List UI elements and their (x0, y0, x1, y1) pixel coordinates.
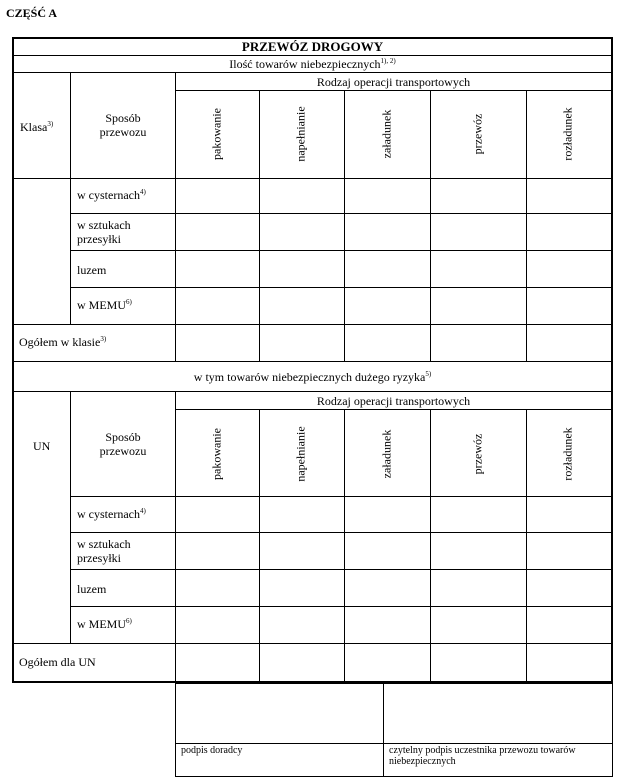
op-header-2-unloading: rozładunek (560, 427, 575, 481)
op-header-1-unloading: rozładunek (560, 107, 575, 161)
form-title: PRZEWÓZ DROGOWY (241, 39, 384, 54)
method-bulk-2: luzem (77, 582, 107, 596)
method-bulk-1: luzem (77, 263, 107, 277)
method-memu-2: w MEMU$^{6)}$ (77, 617, 132, 631)
quantity-header: Ilość towarów niebezpiecznych$^{1), 2)}$ (229, 57, 396, 71)
op-header-1-filling: napełnianie (293, 106, 308, 162)
advisor-signature-label: podpis doradcy (181, 745, 243, 756)
participant-signature-label: czytelny podpis uczestnika przewozu towarów niebezpiecznych (389, 745, 576, 767)
total-for-un-label: Ogółem dla UN (19, 655, 96, 669)
op-header-2-filling: napełnianie (293, 426, 308, 482)
transport-ops-header-1: Rodzaj operacji transportowych (316, 75, 471, 89)
total-in-class-label: Ogółem w klasie$^{3)}$ (19, 335, 107, 349)
op-header-2-transport: przewóz (470, 433, 485, 475)
method-pieces-2: w sztukach przesyłki (77, 537, 131, 565)
class-label: Klasa$^{3)}$ (20, 120, 54, 134)
method-label-1: Sposób przewozu (99, 111, 147, 139)
method-memu-1: w MEMU$^{6)}$ (77, 298, 132, 312)
high-risk-header: w tym towarów niebezpiecznych dużego ryzyka$^{5)}$ (193, 370, 432, 384)
method-pieces-1: w sztukach przesyłki (77, 218, 131, 246)
method-label-2: Sposób przewozu (99, 430, 147, 458)
op-header-1-transport: przewóz (470, 113, 485, 155)
section-label: CZĘŚĆ A (6, 6, 58, 20)
op-header-2-loading: załadunek (379, 429, 394, 479)
transport-ops-header-2: Rodzaj operacji transportowych (316, 394, 471, 408)
op-header-1-loading: załadunek (379, 109, 394, 159)
method-tanks-2: w cysternach$^{4)}$ (77, 507, 146, 521)
op-header-1-packing: pakowanie (209, 108, 224, 160)
op-header-2-packing: pakowanie (209, 428, 224, 480)
method-tanks-1: w cysternach$^{4)}$ (77, 188, 146, 202)
un-label: UN (33, 439, 51, 453)
